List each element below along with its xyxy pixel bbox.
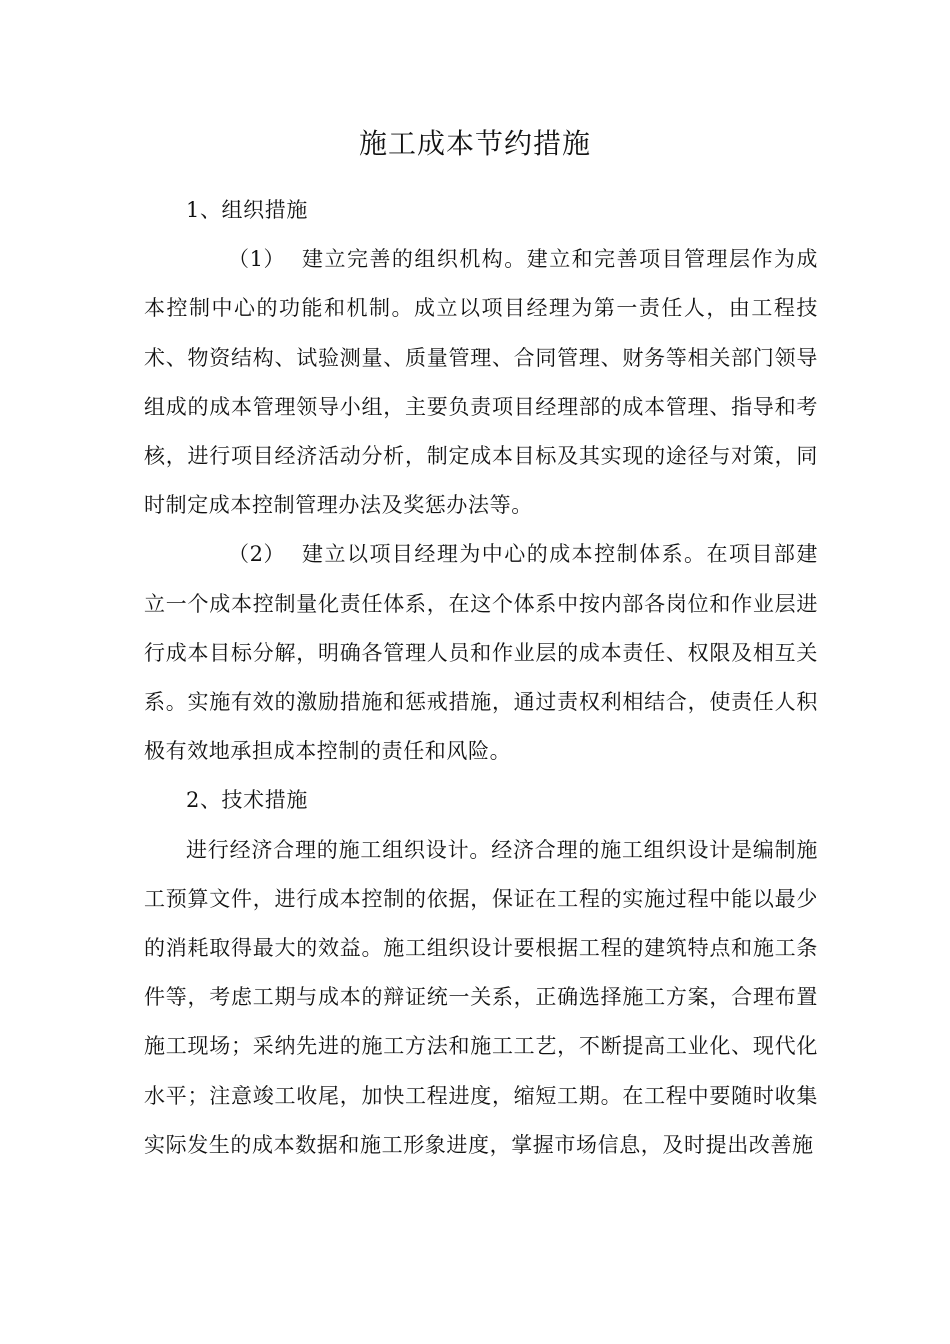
- document-title: 施工成本节约措施: [358, 127, 591, 160]
- paragraph-text: 建立完善的组织机构。建立和完善项目管理层作为成本控制中心的功能和机制。成立以项目经理为第一责任人，由工程技术、物资结构、试验测量、质量管理、合同管理、财务等相关部门领导组成的成本管理领导小组，主要负责项目经理部的成本管理、指导和考核，进行项目经济活动分析，制定成本目标及其实现的途径与对策，同时制定成本控制管理办法及奖惩办法等。: [144, 247, 818, 518]
- paragraph-text: 进行经济合理的施工组织设计。经济合理的施工组织设计是编制施工预算文件，进行成本控制的依据，保证在工程的实施过程中能以最少的消耗取得最大的效益。施工组织设计要根据工程的建筑特点和施工条件等，考虑工期与成本的辩证统一关系，正确选择施工方案，合理布置施工现场；采纳先进的施工方法和施工工艺，不断提高工业化、现代化水平；注意竣工收尾，加快工程进度，缩短工期。在工程中要随时收集实际发生的成本数据和施工形象进度，掌握市场信息，及时提出改善施: [144, 837, 818, 1157]
- section-heading-organization: 1、组织措施: [186, 198, 308, 222]
- paragraph-organization-2: [144, 530, 818, 776]
- paragraph-number: （2）: [228, 542, 286, 567]
- section-heading-technical: 2、技术措施: [186, 788, 308, 813]
- paragraph-technical-1: [144, 826, 818, 1170]
- paragraph-number: （1）: [228, 247, 286, 272]
- document-body: [144, 186, 818, 1170]
- paragraph-text: 建立以项目经理为中心的成本控制体系。在项目部建立一个成本控制量化责任体系，在这个体系中按内部各岗位和作业层进行成本目标分解，明确各管理人员和作业层的成本责任、权限及相互关系。实施有效的激励措施和惩戒措施，通过责权利相结合，使责任人积极有效地承担成本控制的责任和风险。: [144, 542, 818, 764]
- paragraph-organization-1: [144, 235, 818, 530]
